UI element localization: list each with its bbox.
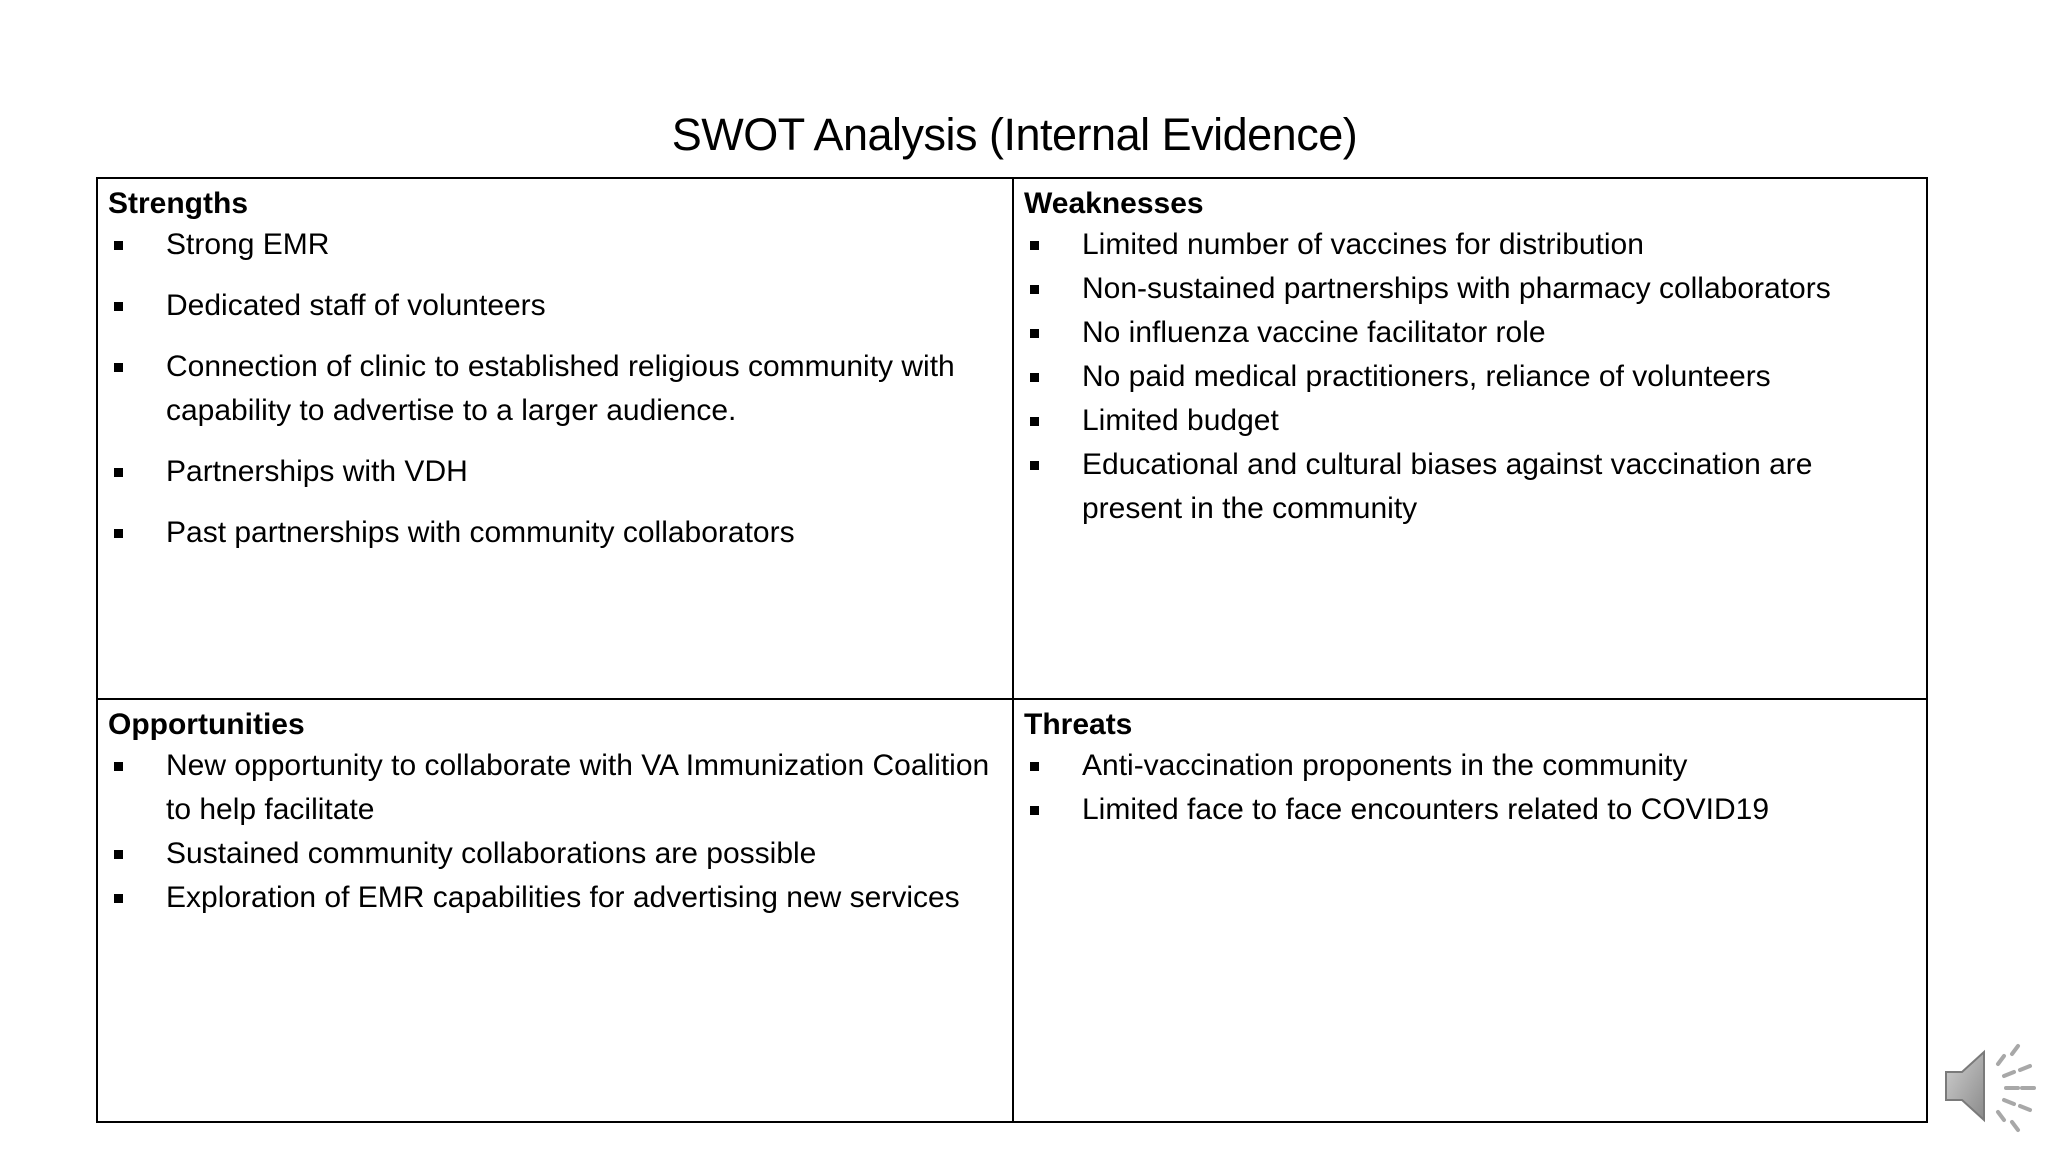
list-item: Limited face to face encounters related to COVID19 — [1024, 788, 1918, 832]
list-item: Sustained community collaborations are possible — [108, 832, 1002, 876]
list-item: Strong EMR — [108, 223, 1002, 267]
list-item: Connection of clinic to established religious community with capability to advertise to a larger audience. — [108, 345, 1002, 433]
speaker-icon[interactable] — [1940, 1036, 2040, 1136]
list-item: Partnerships with VDH — [108, 450, 1002, 494]
list-item: Non-sustained partnerships with pharmacy collaborators — [1024, 267, 1918, 311]
opportunities-list — [108, 744, 1002, 920]
weaknesses-quadrant — [1014, 179, 1928, 700]
threats-quadrant — [1014, 700, 1928, 1121]
list-item: New opportunity to collaborate with VA Immunization Coalition to help facilitate — [108, 744, 1002, 832]
list-item: Past partnerships with community collaborators — [108, 511, 1002, 555]
list-item: No paid medical practitioners, reliance of volunteers — [1024, 355, 1918, 399]
weaknesses-heading: Weaknesses — [1024, 187, 1204, 220]
list-item: Exploration of EMR capabilities for advertising new services — [108, 876, 1002, 920]
list-item: No influenza vaccine facilitator role — [1024, 311, 1918, 355]
slide-title: SWOT Analysis (Internal Evidence) — [671, 109, 1358, 160]
list-item: Educational and cultural biases against vaccination are present in the community — [1024, 443, 1918, 531]
strengths-heading: Strengths — [108, 187, 249, 220]
list-item: Dedicated staff of volunteers — [108, 284, 1002, 328]
swot-table — [96, 177, 1928, 1123]
list-item: Limited budget — [1024, 399, 1918, 443]
list-item: Anti-vaccination proponents in the community — [1024, 744, 1918, 788]
threats-heading: Threats — [1024, 708, 1133, 741]
threats-list — [1024, 744, 1918, 832]
list-item: Limited number of vaccines for distribution — [1024, 223, 1918, 267]
opportunities-quadrant — [98, 700, 1014, 1121]
strengths-quadrant — [98, 179, 1014, 700]
strengths-list — [108, 223, 1002, 555]
weaknesses-list — [1024, 223, 1918, 531]
opportunities-heading: Opportunities — [108, 708, 305, 741]
